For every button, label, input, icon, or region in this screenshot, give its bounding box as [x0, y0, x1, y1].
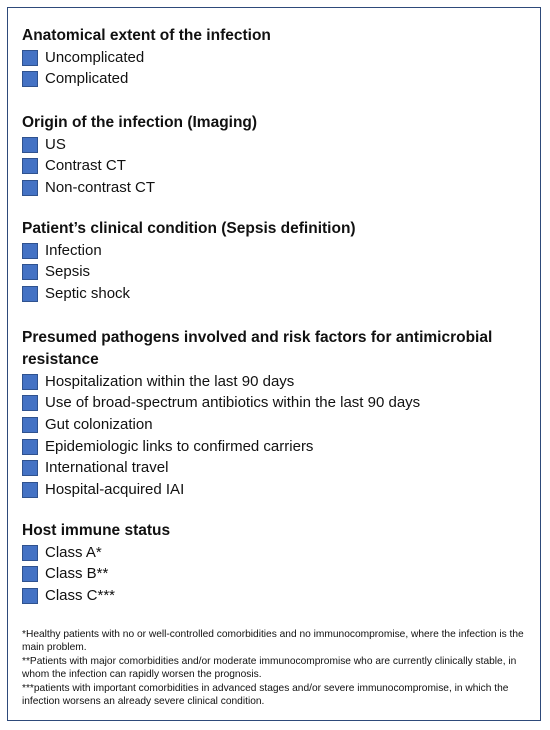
section-heading: Presumed pathogens involved and risk factors for antimicrobial resistance [22, 329, 493, 368]
option-hospital-acquired-iai[interactable] [22, 479, 502, 501]
option-us[interactable] [22, 134, 527, 156]
option-uncomplicated[interactable] [22, 47, 527, 69]
footnote-class-c: ***patients with important comorbidities in advanced stages and/or severe immunocompromise, in which the infection worsens an already severe clinical condition. [22, 682, 509, 708]
option-label: International travel [45, 459, 169, 477]
checkbox-square-icon[interactable] [22, 439, 38, 455]
section-heading: Origin of the infection (Imaging) [22, 114, 258, 131]
option-label: Use of broad-spectrum antibiotics within the last 90 days [45, 394, 421, 412]
option-class-a[interactable] [22, 542, 527, 564]
option-label: Complicated [45, 70, 129, 88]
section-heading: Host immune status [22, 522, 171, 539]
option-contrast-ct[interactable] [22, 156, 527, 178]
option-label: Contrast CT [45, 157, 126, 175]
checkbox-square-icon[interactable] [22, 50, 38, 66]
option-label: Septic shock [45, 284, 131, 302]
option-label: Class B** [45, 565, 109, 583]
checkbox-square-icon[interactable] [22, 158, 38, 174]
option-label: Epidemiologic links to confirmed carriers [45, 437, 314, 455]
option-label: Non-contrast CT [45, 178, 156, 196]
section-origin-imaging [22, 112, 527, 199]
checkbox-square-icon[interactable] [22, 545, 38, 561]
checkbox-square-icon[interactable] [22, 395, 38, 411]
checkbox-square-icon[interactable] [22, 374, 38, 390]
option-label: Gut colonization [45, 415, 153, 433]
option-septic-shock[interactable] [22, 283, 527, 305]
section-anatomical-extent [22, 25, 527, 90]
option-label: Class C*** [45, 586, 116, 604]
checkbox-square-icon[interactable] [22, 180, 38, 196]
option-international-travel[interactable] [22, 457, 502, 479]
option-label: Sepsis [45, 263, 91, 281]
section-pathogens-risk-factors [22, 327, 502, 501]
section-host-immune-status [22, 520, 527, 607]
checkbox-square-icon[interactable] [22, 286, 38, 302]
option-sepsis[interactable] [22, 262, 527, 284]
option-label: US [45, 135, 66, 153]
option-complicated[interactable] [22, 69, 527, 91]
option-label: Class A* [45, 543, 102, 561]
checkbox-square-icon[interactable] [22, 71, 38, 87]
checkbox-square-icon[interactable] [22, 264, 38, 280]
option-gut-colonization[interactable] [22, 414, 502, 436]
option-label: Hospital-acquired IAI [45, 480, 185, 498]
option-class-b[interactable] [22, 564, 527, 586]
option-hospitalization[interactable] [22, 371, 502, 393]
option-epidemiologic-links[interactable] [22, 436, 502, 458]
section-heading: Anatomical extent of the infection [22, 27, 271, 44]
option-broad-spectrum-antibiotics[interactable] [22, 393, 502, 415]
option-non-contrast-ct[interactable] [22, 177, 527, 199]
footnote-class-b: **Patients with major comorbidities and/or moderate immunocompromise who are currently clinically stable, in whom the infection can rapidly worsen the prognosis. [22, 655, 517, 681]
footnote-class-a: *Healthy patients with no or well-controlled comorbidities and no immunocompromise, where the infection is the main problem. [22, 629, 524, 654]
section-heading: Patient’s clinical condition (Sepsis definition) [22, 220, 356, 237]
footnotes [22, 628, 532, 708]
checkbox-square-icon[interactable] [22, 460, 38, 476]
option-label: Infection [45, 241, 102, 259]
checkbox-square-icon[interactable] [22, 588, 38, 604]
option-infection[interactable] [22, 240, 527, 262]
checkbox-square-icon[interactable] [22, 566, 38, 582]
checkbox-square-icon[interactable] [22, 417, 38, 433]
checkbox-square-icon[interactable] [22, 482, 38, 498]
section-clinical-condition [22, 218, 527, 305]
checkbox-square-icon[interactable] [22, 243, 38, 259]
checkbox-square-icon[interactable] [22, 137, 38, 153]
option-label: Hospitalization within the last 90 days [45, 372, 295, 390]
option-class-c[interactable] [22, 585, 527, 607]
option-label: Uncomplicated [45, 48, 145, 66]
